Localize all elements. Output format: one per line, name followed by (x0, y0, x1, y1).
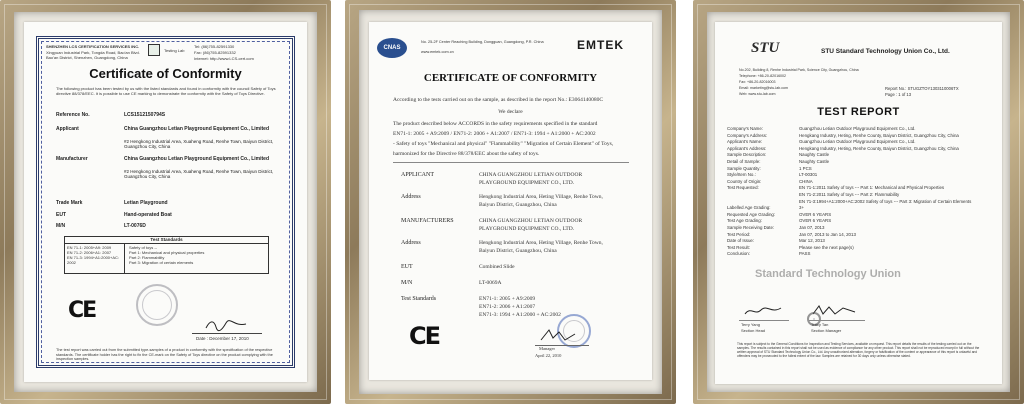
signature-line (192, 333, 262, 334)
certificate-frame-2 (345, 0, 676, 404)
report-field-row (727, 245, 987, 252)
report-field-value: Jan 07, 2013 to Jan 14, 2013 (799, 231, 856, 237)
certificate-title: CERTIFICATE OF CONFORMITY (423, 72, 598, 84)
we-declare: We declare (498, 109, 523, 115)
declaration-line-4: harmonized for the Directive 88/378/EEC about the safety of toys. (393, 151, 540, 157)
mn-label: M/N (401, 280, 413, 286)
certificate-frame-3 (693, 0, 1024, 404)
report-field-value: Mar 12, 2013 (799, 238, 825, 244)
standard-desc: Part 2: Flammability (129, 255, 165, 260)
report-field-label: Test Age Grading: (727, 218, 762, 224)
address-label: Address (401, 194, 421, 200)
eut-label: EUT (401, 264, 413, 270)
report-field-row (727, 133, 987, 140)
report-field-value: EN 71-3:1994+A1:2000+AC:2002 Safety of toys --- Part 3: Migration of Certain Elements (799, 198, 972, 204)
report-field-value: Hengkang Industry, Heting, Renhe County, Baiyun District, Guangzhou City, China (799, 132, 959, 138)
report-field-value: Jan 07, 2013 (799, 224, 825, 230)
report-field-value: Naughty Castle (799, 152, 830, 158)
emtek-logo: EMTEK (577, 38, 624, 52)
report-field-row (727, 139, 987, 146)
certificate-emtek (369, 22, 652, 380)
report-field-row (727, 146, 987, 153)
report-field-value: 1 PCS (799, 165, 812, 171)
report-field-row (727, 199, 987, 206)
applicant-value: CHINA GUANGZHOU LETIAN OUTDOOR PLAYGROUND EQUIPMENT CO., LTD. (479, 172, 583, 186)
applicant-value: China Guangzhou Letian Playground Equipment Co., Limited (124, 126, 269, 132)
report-field-label: Applicant's Name: (727, 139, 763, 145)
report-field-row (727, 232, 987, 239)
standard-code: 2002 (67, 260, 76, 265)
signature (204, 318, 248, 332)
report-field-label: Sample Quantity: (727, 165, 761, 171)
standards-right-column (127, 245, 268, 265)
report-field-row (727, 225, 987, 232)
seal-stamp (136, 284, 178, 326)
report-field-value: Please see the next page(s) (799, 244, 854, 250)
manufacturer-address: #2 Hengkong Industrial Area, Xuaheng Road, Renhe Town, Baiyun District, Guangzhou City, China (124, 169, 274, 179)
report-field-row (727, 166, 987, 173)
report-field-label: Style/Item No.: (727, 172, 756, 178)
test-report-stu (715, 22, 1002, 384)
report-field-row (727, 179, 987, 186)
report-field-row (727, 238, 987, 245)
report-field-value: Guangzhou Letian Outdoor Playground Equipment Co., Ltd. (799, 126, 916, 131)
standards-label: Test Standards (401, 296, 437, 302)
signatory-right-name: Tracy Tan (811, 322, 829, 327)
report-field-label: Labelled Age Grading: (727, 205, 771, 211)
applicant-address: #2 Hengkong Industrial Area, Xuaheng Road, Renhe Town, Baiyun District, Guangzhou City, China (124, 139, 274, 149)
cnas-logo-icon: CNAS (377, 38, 407, 58)
certificate-intro: The following product has been tested by us with the listed standards and found in conformity with the council Safety of Toys directive 88/378/EEC. It is possible to use CE marking to demonstrate the conformity with the Safety of Toys Directive. (56, 86, 276, 96)
standard-item: EN71-2: 2006 + A1:2007 (479, 304, 536, 310)
lab-address-1: Xingyuan Industrial Park, Tongda Road, Bao'an Blvd. (46, 50, 140, 55)
certificate-title: Certificate of Conformity (89, 66, 242, 81)
report-field-label: Test Requested: (727, 185, 759, 191)
report-field-value: OVER 6 YEARS (799, 211, 832, 217)
standards-header: Test Standards (65, 237, 268, 244)
declaration-line-1: The product described below ACCORDS in the safety requirements specified in the standard (393, 121, 598, 127)
report-field-row (727, 185, 987, 192)
address2-value: Hengkong Industrial Area, Heting Village, Renhe Town, Baiyun District, Guangzhou, China (479, 240, 603, 254)
report-field-value: 3+ (799, 205, 805, 211)
eut-value: Hand-operated Boat (124, 212, 172, 218)
company-email: Email: marketing@stu-lab.com (739, 86, 788, 90)
report-field-value: Hengkang Industry, Heting, Renhe County, Baiyun District, Guangzhou City, China (799, 145, 959, 151)
report-field-row (727, 251, 987, 258)
company-address: No.202, Building 8, Renhe Industrial Park, Science City, Guangzhou, China (739, 68, 859, 72)
report-field-label: Applicant's Address: (727, 145, 767, 151)
standard-code: EN 71-1: 2005+A9: 2009 (67, 245, 112, 250)
standard-desc: Part 1: Mechanical and physical properties (129, 250, 205, 255)
issue-date: April 22, 2010 (535, 353, 562, 358)
trademark-label: Trade Mark (56, 200, 83, 206)
report-field-value: Naughty Castle (799, 158, 830, 164)
lab-address-2: Bao'an District, Shenzhen, Guangdong, China (46, 55, 128, 60)
signature-line-right (809, 320, 865, 321)
ce-mark: CE (68, 298, 96, 323)
report-field-row (727, 152, 987, 159)
report-field-label: Sample Description: (727, 152, 767, 158)
report-field-label: Company's Name: (727, 126, 763, 131)
report-field-value: EN 71-1:2011 Safety of toys --- Part 1: Mechanical and Physical Properties (799, 185, 945, 191)
report-field-row (727, 205, 987, 212)
applicant-label: APPLICANT (401, 172, 435, 178)
report-field-label: Test Result: (727, 244, 750, 250)
manufacturer-value: China Guangzhou Letian Playground Equipment Co., Limited (124, 156, 269, 162)
eut-value: Combined Slide (479, 264, 515, 270)
trademark-value: Letian Playground (124, 200, 168, 206)
stu-logo: STU (751, 40, 780, 56)
signatory-right-title: Section Manager (811, 328, 842, 333)
lab-logo-icon (148, 44, 160, 56)
standard-desc: Safety of toys -- (129, 245, 158, 250)
mn-value: LT-0069A (479, 280, 502, 286)
report-field-row (727, 218, 987, 225)
declaration-line-2: EN71-1: 2005 + A9:2009 / EN71-2: 2006 + A1:2007 / EN71-3: 1994 + A1:2000 + AC:2002 (393, 131, 596, 137)
report-reference: According to the tests carried out on the sample, as described in the report No.: E3064140080C (393, 97, 604, 103)
lab-header: SHENZHEN LCS CERTIFICATION SERVICES INC. (46, 44, 140, 49)
report-number: Report No.: STUGZTOY1303110006TX (885, 86, 959, 91)
manufacturer-label: Manufacturer (56, 156, 88, 162)
lab-tel: Tel: (86)755-82591330 (194, 44, 235, 49)
report-fields (727, 126, 987, 258)
reference-value: LCS1512150794S (124, 112, 166, 118)
emtek-header-web: www.emtek.com.cn (421, 50, 454, 54)
declaration-line-3: - Safety of toys "Mechanical and physical" "Flammability" "Migration of Certain Element" of Toys, (393, 141, 614, 147)
issue-date: Date : December 17, 2010 (196, 336, 249, 341)
address-value: Hengkong Industrial Area, Heting Village, Renhe Town, Baiyun District, Guangzhou, China (479, 194, 603, 208)
eut-label: EUT (56, 212, 66, 218)
report-field-value: OVER 6 YEARS (799, 218, 832, 224)
report-field-row (727, 172, 987, 179)
signatory-left-title: Section Head (741, 328, 766, 333)
signatory-left-name: Terry Yang (741, 322, 760, 327)
manufacturer-value: CHINA GUANGZHOU LETIAN OUTDOOR PLAYGROUND EQUIPMENT CO., LTD. (479, 218, 583, 232)
report-field-label: Date of Issue: (727, 238, 755, 244)
ce-mark: CE (409, 322, 440, 350)
report-field-value: LT-00301 (799, 172, 818, 178)
testing-lab-label: Testing Lab (164, 48, 185, 53)
manufacturer-label: MANUFACTURERS (401, 218, 454, 224)
standard-item: EN71-3: 1994 + A1:2000 + AC:2002 (479, 312, 561, 318)
report-field-value: CHINA (799, 178, 813, 184)
company-tel: Telephone: +86-20-82016002 (739, 74, 787, 78)
mn-label: M/N (56, 223, 66, 229)
emtek-header-address: No. 25-2F Center Reaching Building, Dongguan, Guangdong, P.R. China (421, 40, 544, 44)
watermark: Standard Technology Union (755, 268, 901, 280)
company-name: STU Standard Technology Union Co., Ltd. (821, 48, 950, 55)
applicant-label: Applicant (56, 126, 79, 132)
report-field-label: Detail of Sample: (727, 158, 761, 164)
signature-left (743, 304, 783, 318)
standards-left-column (65, 244, 125, 273)
report-field-label: Sample Receiving Date: (727, 224, 775, 230)
reference-label: Reference No. (56, 112, 90, 118)
company-fax: Fax: +86-20-82016003 (739, 80, 776, 84)
standard-desc: Part 3: Migration of certain elements (129, 260, 194, 265)
report-field-label: Requested Age Grading: (727, 211, 776, 217)
standard-item: EN71-1: 2005 + A9:2009 (479, 296, 536, 302)
standards-table (64, 236, 269, 274)
mn-value: LT-0076D (124, 223, 146, 229)
report-field-value: Guangzhou Letian Outdoor Playground Equipment Co., Ltd. (799, 139, 916, 145)
signature (539, 326, 579, 344)
report-field-value: EN 71-2:2011 Safety of toys --- Part 2: Flammability (799, 191, 900, 197)
report-field-row (727, 212, 987, 219)
certificate-frame-1 (0, 0, 331, 404)
report-field-label: Country of Origin: (727, 178, 762, 184)
manager-title: Manager (539, 346, 555, 351)
divider (393, 162, 629, 163)
report-field-value: PASS (799, 251, 811, 257)
lab-fax: Fax: (86)755-82591332 (194, 50, 236, 55)
certificate-lcs (24, 22, 307, 382)
standard-code: EN 71-2: 2006+A1: 2007 (67, 250, 112, 255)
report-field-label: Company's Address: (727, 132, 768, 138)
page-number: Page : 1 of 13 (885, 92, 912, 97)
report-field-row (727, 126, 987, 133)
certificate-footer: The test report was carried out from the submitted type-samples of a product in conformity with the specification of the respective standards. The certificate holder has the right to fix the CE-mark on the Safety of Toys directive on the product complying with the inspection samples. (56, 348, 273, 362)
report-field-label: Conclusion: (727, 251, 750, 257)
standard-code: EN 71-3: 1994+A1:2000+AC: (67, 255, 120, 260)
company-web: Web: www.stu-lab.com (739, 92, 776, 96)
lab-web: Internet: http://www.LCS-cert.com (194, 56, 254, 61)
address2-label: Address (401, 240, 421, 246)
signature-line-left (739, 320, 789, 321)
report-field-label: Test Period: (727, 231, 751, 237)
report-footer: This report is subject to the General Conditions for Inspection and Testing Services, available on request. This report details the results of the testing carried out on the samples. The results contained in this report shall not be used as evidence of compliance for any other product. This report shall not be reproduced except in full without the written approval of STU Standard Technology Union Co., Ltd. Any unauthorized alteration, forgery or falsification of the content or appearance of this report is unlawful and offenders may be prosecuted to the fullest extent of the law. Samples are retained for 30 days only unless otherwise stated. (737, 342, 980, 358)
report-title: TEST REPORT (817, 106, 900, 118)
report-field-row (727, 159, 987, 166)
report-field-row (727, 192, 987, 199)
